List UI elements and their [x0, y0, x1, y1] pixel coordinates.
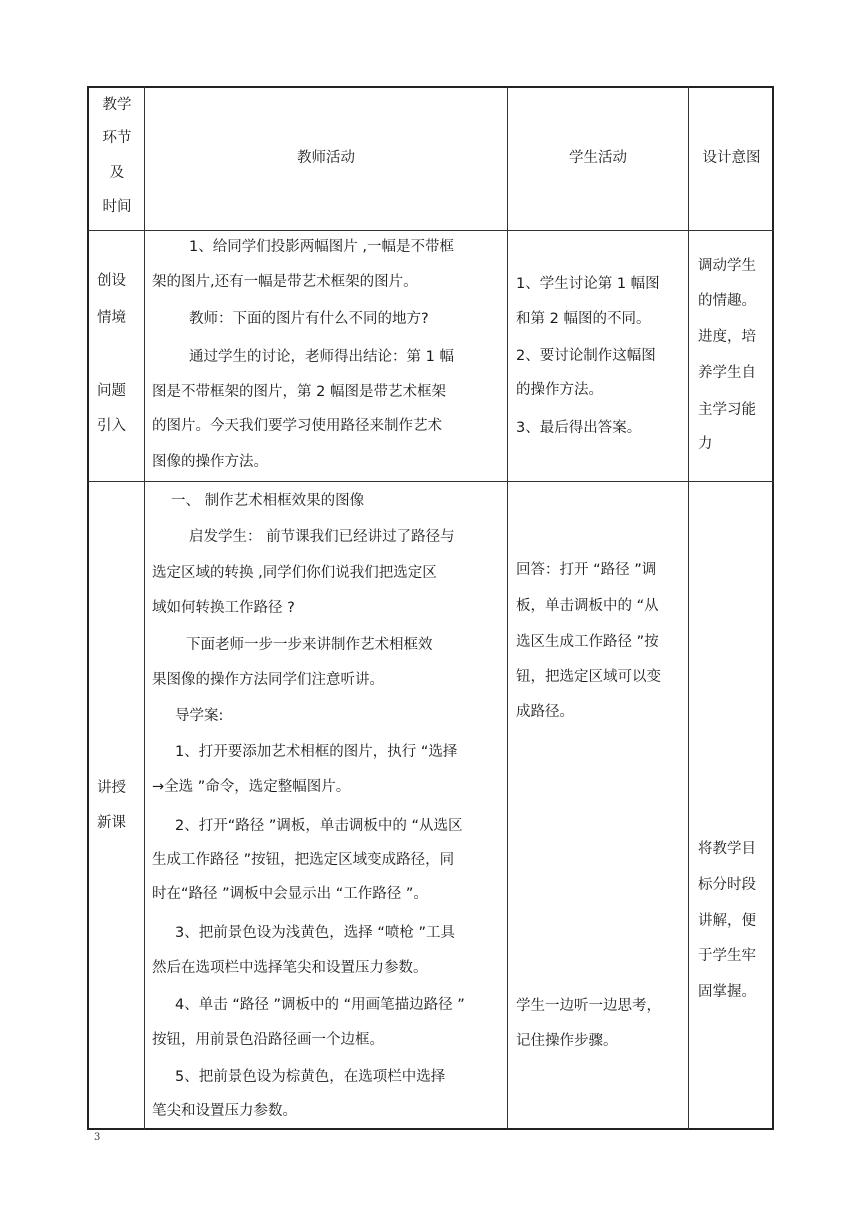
- row2-student-line: 学生一边听一边思考，: [516, 998, 661, 1014]
- row1-intent-line: 调动学生: [698, 258, 756, 274]
- row-divider: [87, 230, 774, 231]
- row2-intent-line: 讲解，便: [698, 913, 756, 929]
- row1-student-line: 的操作方法。: [516, 382, 603, 398]
- row2-intent-line: 于学生牢: [698, 948, 756, 964]
- row1-student-line: 1、学生讨论第 1 幅图: [516, 276, 660, 292]
- row2-teacher-line: 4、单击 “路径 ”调板中的 “用画笔描边路径 ”: [175, 997, 465, 1013]
- row1-intent-line: 养学生自: [698, 365, 756, 381]
- row1-teacher-line: 1、给同学们投影两幅图片 ,一幅是不带框: [189, 239, 454, 255]
- row2-student-line: 选区生成工作路径 ”按: [516, 634, 659, 650]
- row1-teacher-line: 图是不带框架的图片，第 2 幅图是带艺术框架: [152, 384, 446, 400]
- row2-student-line: 板，单击调板中的 “从: [516, 598, 659, 614]
- row2-teacher-line: 2、打开“路径 ”调板，单击调板中的 “从选区: [175, 818, 463, 834]
- row2-teacher-line: 1、打开要添加艺术相框的图片，执行 “选择: [175, 744, 458, 760]
- row2-intent-line: 标分时段: [698, 877, 756, 893]
- row1-teacher-line: 架的图片,还有一幅是带艺术框架的图片。: [152, 274, 418, 290]
- row2-teacher-line: 下面老师一步一步来讲制作艺术相框效: [186, 637, 433, 653]
- header-stage-line: 教学: [102, 97, 132, 113]
- row2-teacher-line: 时在“路径 ”调板中会显示出 “工作路径 ”。: [152, 886, 428, 902]
- header-stage-line: 及: [109, 165, 125, 181]
- row1-intent-line: 进度，培: [698, 329, 756, 345]
- row1-stage-line: 引入: [97, 418, 126, 434]
- row1-student-line: 2、要讨论制作这幅图: [516, 348, 656, 364]
- row2-teacher-line: →全选 ”命令，选定整幅图片。: [152, 779, 351, 795]
- row1-stage-line: 问题: [97, 383, 126, 399]
- row2-intent-line: 将教学目: [698, 841, 756, 857]
- row1-student-line: 3、最后得出答案。: [516, 420, 642, 436]
- row2-teacher-line: 5、把前景色设为棕黄色，在选项栏中选择: [175, 1069, 446, 1085]
- row-divider: [87, 481, 774, 482]
- header-teacher-activity: 教师活动: [297, 150, 355, 166]
- header-stage-line: 时间: [102, 199, 132, 215]
- row2-student-line: 钮，把选定区域可以变: [516, 669, 661, 685]
- row1-stage-line: 情境: [97, 310, 126, 326]
- row2-student-line: 回答：打开 “路径 ”调: [516, 562, 657, 578]
- row1-student-line: 和第 2 幅图的不同。: [516, 311, 651, 327]
- column-divider: [144, 86, 145, 1130]
- row2-teacher-line: 域如何转换工作路径 ?: [152, 600, 295, 616]
- row2-stage-line: 新课: [97, 815, 126, 831]
- row1-intent-line: 主学习能: [698, 402, 756, 418]
- column-divider: [688, 86, 689, 1130]
- row1-teacher-line: 图像的操作方法。: [152, 454, 268, 470]
- row2-teacher-line: 3、把前景色设为浅黄色，选择 “喷枪 ”工具: [175, 925, 455, 941]
- row1-teacher-line: 通过学生的讨论，老师得出结论：第 1 幅: [189, 349, 454, 365]
- header-student-activity: 学生活动: [569, 150, 627, 166]
- row1-intent-line: 力: [698, 436, 713, 452]
- row2-stage-line: 讲授: [97, 780, 126, 796]
- column-divider: [507, 86, 508, 1130]
- row2-teacher-line: 果图像的操作方法同学们注意听讲。: [152, 672, 384, 688]
- row2-teacher-line: 然后在选项栏中选择笔尖和设置压力参数。: [152, 960, 428, 976]
- row2-student-line: 成路径。: [516, 704, 574, 720]
- row2-teacher-line: 导学案:: [175, 708, 224, 724]
- row1-intent-line: 的情趣。: [698, 293, 756, 309]
- row2-teacher-line: 笔尖和设置压力参数。: [152, 1103, 297, 1119]
- header-design-intent: 设计意图: [702, 150, 761, 166]
- row1-teacher-line: 的图片。今天我们要学习使用路径来制作艺术: [152, 418, 442, 434]
- row2-student-line: 记住操作步骤。: [516, 1033, 618, 1049]
- row2-teacher-line: 选定区域的转换 ,同学们你们说我们把选定区: [152, 565, 437, 581]
- row2-teacher-line: 按钮，用前景色沿路径画一个边框。: [152, 1032, 384, 1048]
- header-stage-cell: [90, 92, 144, 225]
- row2-teacher-line: 一、 制作艺术相框效果的图像: [171, 493, 365, 509]
- row2-teacher-line: 生成工作路径 ”按钮，把选定区域变成路径，同: [152, 852, 455, 868]
- row1-stage-line: 创设: [97, 273, 126, 289]
- row2-intent-line: 固掌握。: [698, 984, 756, 1000]
- header-stage-line: 环节: [102, 130, 132, 146]
- row1-teacher-line: 教师：下面的图片有什么不同的地方?: [189, 311, 429, 327]
- page-number: 3: [94, 1132, 101, 1143]
- row2-teacher-line: 启发学生： 前节课我们已经讲过了路径与: [189, 529, 455, 545]
